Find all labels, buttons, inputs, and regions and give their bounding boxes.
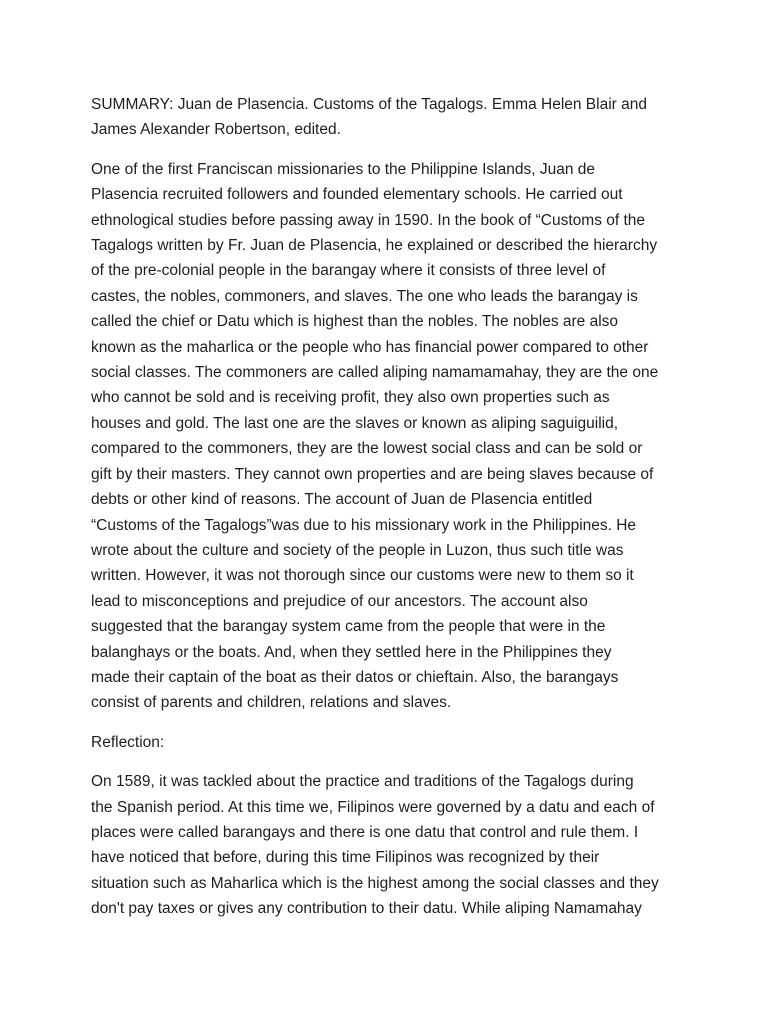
summary-paragraph: [91, 157, 691, 716]
text-line: Plasencia recruited followers and founded elementary schools. He carried out: [91, 186, 623, 204]
text-line: SUMMARY: Juan de Plasencia. Customs of the Tagalogs. Emma Helen Blair and: [91, 96, 647, 113]
text-line: On 1589, it was tackled about the practice and traditions of the Tagalogs during: [91, 773, 634, 791]
text-line: lead to misconceptions and prejudice of our ancestors. The account also: [91, 592, 588, 610]
text-line: Tagalogs written by Fr. Juan de Plasencia, he explained or described the hierarchy: [91, 237, 658, 255]
text-line: Reflection:: [91, 733, 165, 751]
text-line: ethnological studies before passing away in 1590. In the book of “Customs of the: [91, 211, 646, 229]
text-line: consist of parents and children, relations and slaves.: [91, 694, 452, 712]
text-line: known as the maharlica or the people who has financial power compared to other: [91, 338, 649, 356]
text-line: debts or other kind of reasons. The account of Juan de Plasencia entitled: [91, 491, 593, 509]
text-line: compared to the commoners, they are the lowest social class and can be sold or: [91, 440, 643, 458]
text-line: don't pay taxes or gives any contribution to their datu. While aliping Namamahay: [91, 900, 642, 918]
reflection-heading: [91, 730, 691, 755]
text-line: “Customs of the Tagalogs”was due to his missionary work in the Philippines. He: [91, 516, 637, 534]
text-line: who cannot be sold and is receiving profit, they also own properties such as: [91, 389, 610, 407]
text-line: suggested that the barangay system came from the people that were in the: [91, 618, 606, 636]
text-line: the Spanish period. At this time we, Filipinos were governed by a datu and each of: [91, 798, 655, 816]
text-line: houses and gold. The last one are the slaves or known as aliping saguiguilid,: [91, 414, 619, 432]
text-line: gift by their masters. They cannot own properties and are being slaves because of: [91, 465, 654, 483]
text-line: James Alexander Robertson, edited.: [91, 121, 341, 139]
summary-heading: [91, 92, 691, 143]
text-line: One of the first Franciscan missionaries to the Philippine Islands, Juan de: [91, 160, 596, 178]
text-line: wrote about the culture and society of the people in Luzon, thus such title was: [91, 541, 624, 559]
reflection-paragraph: [91, 769, 691, 921]
text-line: social classes. The commoners are called aliping namamamahay, they are the one: [91, 364, 659, 382]
text-line: places were called barangays and there is one datu that control and rule them. I: [91, 823, 639, 841]
text-line: balanghays or the boats. And, when they settled here in the Philippines they: [91, 643, 612, 661]
text-line: have noticed that before, during this time Filipinos was recognized by their: [91, 849, 600, 867]
document-page: [91, 92, 691, 936]
text-line: written. However, it was not thorough since our customs were new to them so it: [91, 567, 634, 585]
text-line: made their captain of the boat as their datos or chieftain. Also, the barangays: [91, 668, 619, 686]
text-line: of the pre-colonial people in the barangay where it consists of three level of: [91, 262, 606, 280]
text-line: called the chief or Datu which is highest than the nobles. The nobles are also: [91, 313, 619, 331]
text-line: castes, the nobles, commoners, and slaves. The one who leads the barangay is: [91, 287, 638, 305]
text-line: situation such as Maharlica which is the highest among the social classes and they: [91, 874, 659, 892]
